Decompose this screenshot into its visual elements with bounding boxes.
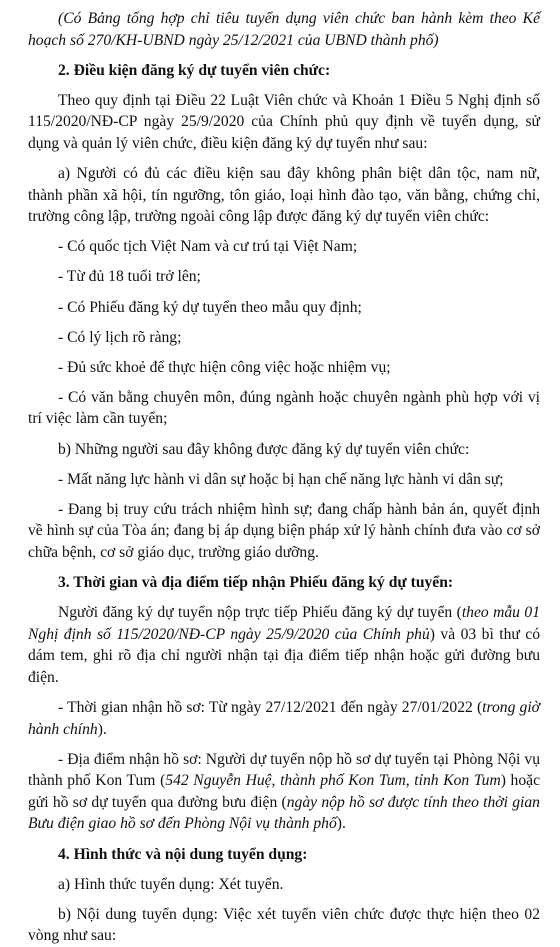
section-2-a-item: - Đủ sức khoẻ để thực hiện công việc hoặc nhiệm vụ; xyxy=(58,358,391,376)
section-3-heading: 3. Thời gian và địa điểm tiếp nhận Phiếu đăng ký dự tuyển: xyxy=(58,573,454,591)
section-2-a-item: - Có Phiếu đăng ký dự tuyển theo mẫu quy định; xyxy=(58,298,362,316)
section-2-a-item: - Từ đủ 18 tuổi trở lên; xyxy=(58,268,201,286)
section-2-a-item: - Có văn bằng chuyên môn, đúng ngành hoặc chuyên ngành phù hợp với vị trí việc làm cần tuyển; xyxy=(28,388,540,428)
section-2-paragraph: Theo quy định tại Điều 22 Luật Viên chức và Khoản 1 Điều 5 Nghị định số 115/2020/NĐ-CP ngày 25/9/2020 của Chính phủ quy định về tuyển dụng, sử dụng và quản lý viên chức, điều kiện đăng ký dự tuyển như sau: xyxy=(28,91,540,152)
section-2-a-item: - Có lý lịch rõ ràng; xyxy=(58,328,182,346)
section-2-b-item: - Đang bị truy cứu trách nhiệm hình sự; đang chấp hành bản án, quyết định về hình sự của Tòa án; đang bị áp dụng biện pháp xử lý hành chính đưa vào cơ sở chữa bệnh, cơ sở giáo dục, trường giáo dưỡng. xyxy=(28,500,540,561)
section-2-a-intro: a) Người có đủ các điều kiện sau đây không phân biệt dân tộc, nam nữ, thành phần xã hội, tín ngưỡng, tôn giáo, loại hình đào tạo, văn bằng, chứng chỉ, trường công lập, trường ngoài công lập được đăng ký dự tuyển viên chức: xyxy=(28,165,540,226)
section-3-paragraph-1: Người đăng ký dự tuyển nộp trực tiếp Phiếu đăng ký dự tuyển (theo mẫu 01 Nghị định số 115/2020/NĐ-CP ngày 25/9/2020 của Chính phủ) và 03 bì thư có dám tem, ghi rõ địa chỉ người nhận tại địa điểm tiếp nhận hoặc gửi đường bưu điện. xyxy=(28,604,541,686)
section-4-a: a) Hình thức tuyển dụng: Xét tuyển. xyxy=(58,875,284,893)
section-4-heading: 4. Hình thức và nội dung tuyển dụng: xyxy=(58,845,308,863)
section-2-a-item: - Có quốc tịch Việt Nam và cư trú tại Việt Nam; xyxy=(58,238,358,256)
section-3-receive-time: - Thời gian nhận hồ sơ: Từ ngày 27/12/2021 đến ngày 27/01/2022 (trong giờ hành chính). xyxy=(28,698,540,738)
intro-note: (Có Bảng tổng hợp chỉ tiêu tuyển dụng viên chức ban hành kèm theo Kế hoạch số 270/KH-UBND ngày 25/12/2021 của UBND thành phố) xyxy=(28,10,540,49)
section-2-b-item: - Mất năng lực hành vi dân sự hoặc bị hạn chế năng lực hành vi dân sự; xyxy=(58,470,504,488)
section-2-heading: 2. Điều kiện đăng ký dự tuyển viên chức: xyxy=(58,61,331,79)
section-4-b: b) Nội dung tuyển dụng: Việc xét tuyển viên chức được thực hiện theo 02 vòng như sau: xyxy=(28,905,540,945)
section-2-b-intro: b) Những người sau đây không được đăng ký dự tuyển viên chức: xyxy=(58,440,470,458)
section-3-receive-place: - Địa điểm nhận hồ sơ: Người dự tuyển nộp hồ sơ dự tuyển tại Phòng Nội vụ thành phố Kon Tum (542 Nguyễn Huệ, thành phố Kon Tum, tỉnh Kon Tum) hoặc gửi hồ sơ dự tuyển qua đường bưu điện (ngày nộp hồ sơ được tính theo thời gian Bưu điện giao hồ sơ đến Phòng Nội vụ thành phố). xyxy=(28,750,540,833)
